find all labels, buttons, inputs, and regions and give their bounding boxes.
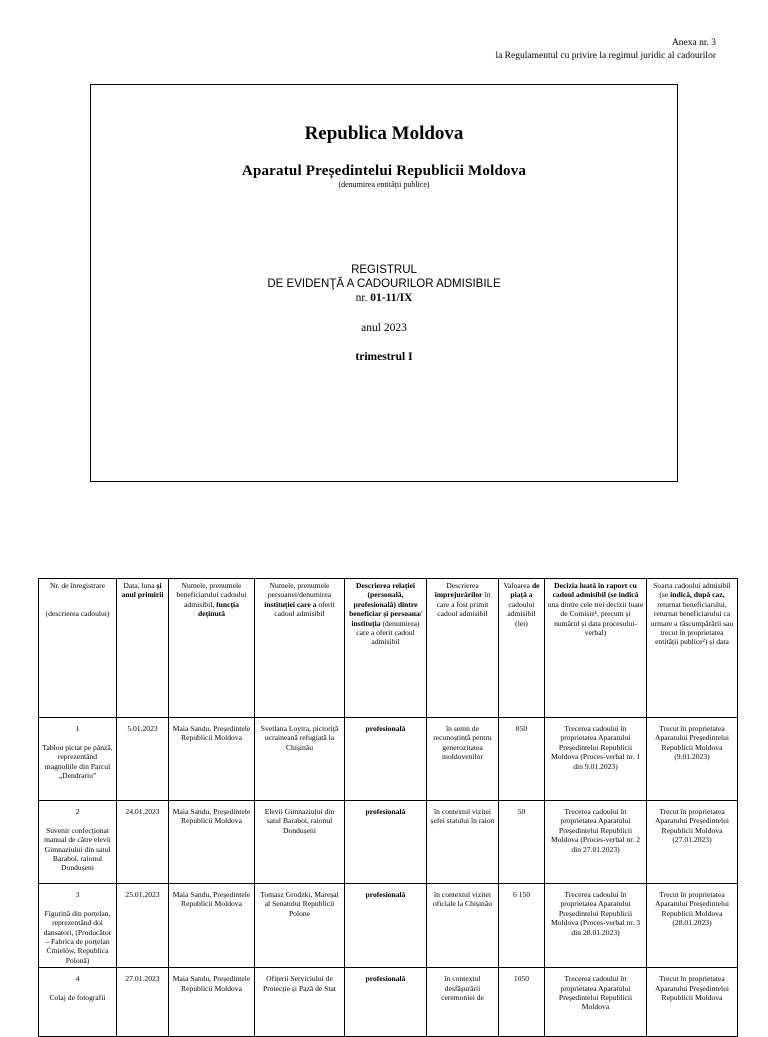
cell-registration: 4 Colaj de fotografii xyxy=(39,968,117,1037)
cell-decision: Trecerea cadoului în proprietatea Aparatului Președintelui Republicii Moldova (Proces-verbal nr. 3 din 28.01.2023) xyxy=(545,884,647,968)
cell-value: 6 150 xyxy=(499,884,545,968)
cell-registration: 2 Suvenir confecționat manual de către elevii Gimnaziului din satul Baraboi, raionul Dondușeni xyxy=(39,801,117,884)
cell-decision: Trecerea cadoului în proprietatea Aparatului Președintelui Republicii Moldova (Proces-verbal nr. 2 din 27.01.2023) xyxy=(545,801,647,884)
cell-value: 850 xyxy=(499,718,545,801)
entity-name: Aparatul Președintelui Republicii Moldova xyxy=(241,163,527,179)
cell-donor: Svetlana Loytra, pictoriță ucraineană refugiată la Chișinău xyxy=(255,718,345,801)
cell-date: 25.01.2023 xyxy=(117,884,169,968)
register-number xyxy=(91,291,677,305)
table-row xyxy=(39,801,738,884)
table-header-row xyxy=(39,579,738,718)
cell-fate: Trecut în proprietatea Aparatului Președintelui Republicii Moldova (9.01.2023) xyxy=(647,718,738,801)
header-beneficiary: Numele, prenumele beneficiarului cadoului admisibil, funcția deținută xyxy=(169,579,255,718)
cell-relationship: profesională xyxy=(345,718,427,801)
annex-regulation: la Regulamentul cu privire la regimul juridic al cadourilor xyxy=(495,51,716,61)
cell-donor: Tomasz Grodzki, Mareșal al Senatului Republicii Polone xyxy=(255,884,345,968)
cell-fate: Trecut în proprietatea Aparatului Președintelui Republicii Moldova xyxy=(647,968,738,1037)
table-row xyxy=(39,968,738,1037)
cell-circumstances: în semn de recunoștință pentru generozitatea moldovenilor xyxy=(427,718,499,801)
cell-date: 27.01.2023 xyxy=(117,968,169,1037)
register-line-1: REGISTRUL xyxy=(351,264,417,276)
cell-donor: Ofițerii Serviciului de Protecție și Pază de Stat xyxy=(255,968,345,1037)
register-quarter: trimestrul I xyxy=(355,351,413,363)
cell-beneficiary: Maia Sandu, Președintele Republicii Moldova xyxy=(169,884,255,968)
cell-circumstances: în contextul desfășurării ceremoniei de xyxy=(427,968,499,1037)
register-title xyxy=(91,263,677,305)
header-date: Data, luna și anul primirii xyxy=(117,579,169,718)
country-title: Republica Moldova xyxy=(304,123,464,144)
table-row xyxy=(39,884,738,968)
cell-decision: Trecerea cadoului în proprietatea Aparatului Președintelui Republicii Moldova (Proces-verbal nr. 1 din 9.01.2023) xyxy=(545,718,647,801)
register-number-value: 01-11/IX xyxy=(370,292,413,304)
header-registration-number: Nr. de înregistrare (descrierea cadoului) xyxy=(39,579,117,718)
cover-box xyxy=(90,84,678,482)
header-donor: Numele, prenumele persoanei/denumirea instituției care a oferit cadoul admisibil xyxy=(255,579,345,718)
annex-number: Anexa nr. 3 xyxy=(671,38,716,48)
table-row xyxy=(39,718,738,801)
cell-relationship: profesională xyxy=(345,801,427,884)
cell-registration: 1 Tablou pictat pe pânză, reprezentând magnoliile din Parcul „Dendrariu” xyxy=(39,718,117,801)
header-decision: Decizia luată în raport cu cadoul admisibil (se indică una dintre cele trei decizii luate de Comisie¹, precum și numărul și data procesului-verbal) xyxy=(545,579,647,718)
cell-fate: Trecut în proprietatea Aparatului Președintelui Republicii Moldova (27.01.2023) xyxy=(647,801,738,884)
cell-relationship: profesională xyxy=(345,968,427,1037)
header-relationship: Descrierea relației (personală, profesională) dintre beneficiar și persoana/ instituția (denumirea) care a oferit cadoul admisibil xyxy=(345,579,427,718)
entity-note: (denumirea entității publice) xyxy=(338,180,430,189)
cell-beneficiary: Maia Sandu, Președintele Republicii Moldova xyxy=(169,801,255,884)
annex-reference xyxy=(495,37,716,63)
header-market-value: Valoarea de piață a cadoului admisibil (lei) xyxy=(499,579,545,718)
header-circumstances: Descrierea împrejurărilor în care a fost primit cadoul admisibil xyxy=(427,579,499,718)
register-number-prefix: nr. xyxy=(355,292,368,304)
register-line-2: DE EVIDENŢĂ A CADOURILOR ADMISIBILE xyxy=(267,278,501,290)
header-gift-fate: Soarta cadoului admisibil (se indică, după caz, returnat beneficiarului, returnat beneficiarului ca urmare a răscumpărării sau trecut în proprietatea entității publice²) și data xyxy=(647,579,738,718)
cell-value: 50 xyxy=(499,801,545,884)
cell-donor: Elevii Gimnaziului din satul Baraboi, raionul Dondușeni xyxy=(255,801,345,884)
cell-date: 5.01.2023 xyxy=(117,718,169,801)
cell-beneficiary: Maia Sandu, Președintele Republicii Moldova xyxy=(169,968,255,1037)
cell-registration: 3 Figurină din porțelan, reprezentând doi dansatori, (Producător – Fabrica de porțelan Ćmielów, Republica Polonă) xyxy=(39,884,117,968)
cell-circumstances: în contextul vizitei șefei statului în raion xyxy=(427,801,499,884)
cell-fate: Trecut în proprietatea Aparatului Președintelui Republicii Moldova (28.01.2023) xyxy=(647,884,738,968)
cell-value: 1050 xyxy=(499,968,545,1037)
cell-beneficiary: Maia Sandu, Președintele Republicii Moldova xyxy=(169,718,255,801)
register-year: anul 2023 xyxy=(361,322,407,334)
cell-circumstances: în contextul vizitei oficiale la Chișinău xyxy=(427,884,499,968)
cell-relationship: profesională xyxy=(345,884,427,968)
gift-register-table xyxy=(38,578,738,1037)
cell-date: 24.01.2023 xyxy=(117,801,169,884)
cell-decision: Trecerea cadoului în proprietatea Aparatului Președintelui Republicii Moldova xyxy=(545,968,647,1037)
